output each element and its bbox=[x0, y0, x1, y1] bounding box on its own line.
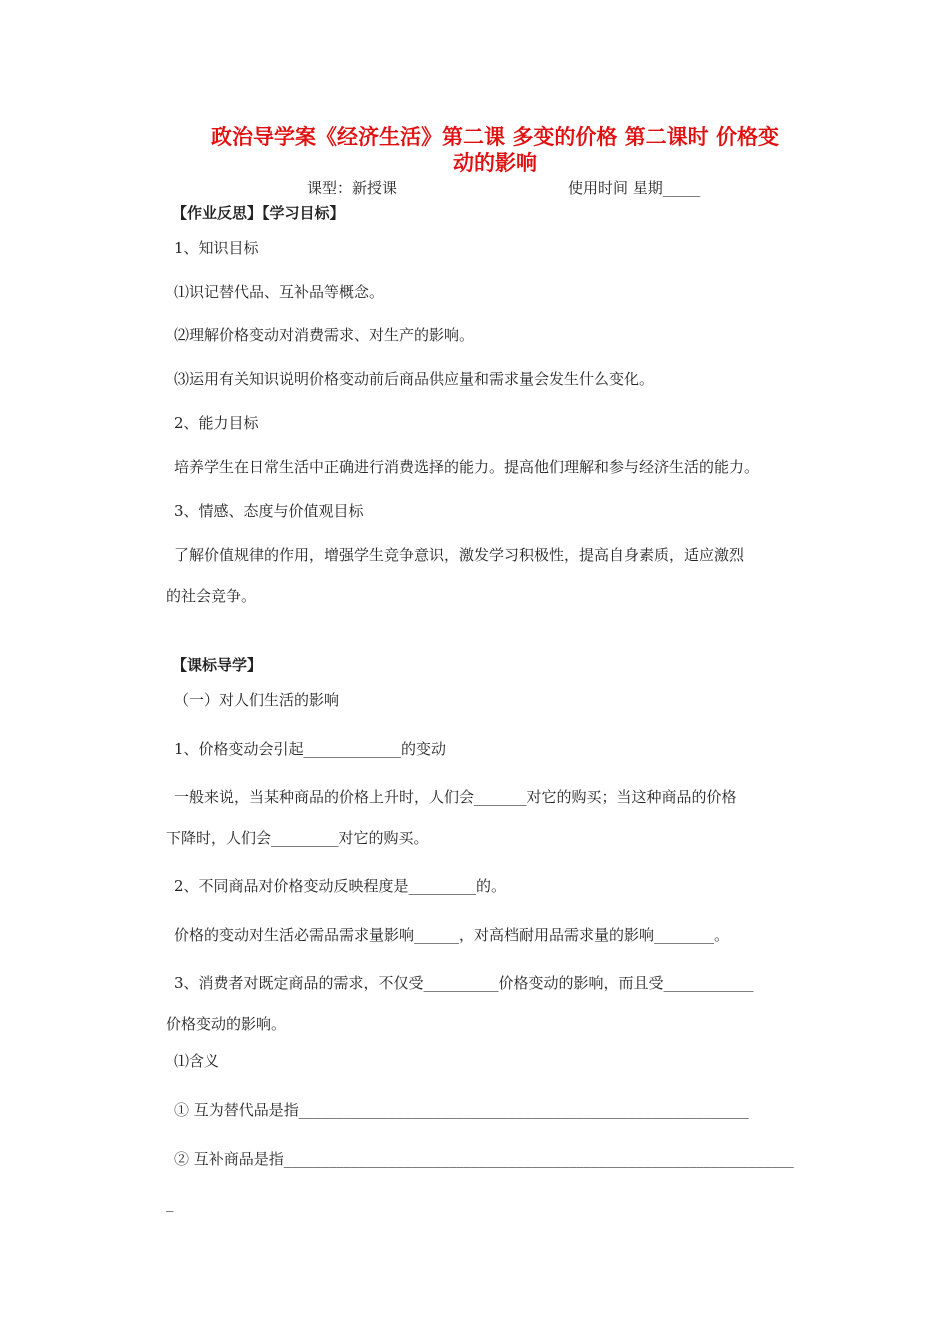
ability-goal-heading: 2、能力目标 bbox=[174, 414, 259, 432]
meaning-heading: ⑴含义 bbox=[174, 1052, 220, 1070]
question-2-detail: 价格的变动对生活必需品需求量影响______，对高档耐用品需求量的影响________。 bbox=[174, 926, 730, 944]
knowledge-goal-heading: 1、知识目标 bbox=[174, 239, 259, 257]
emotion-goal-heading: 3、情感、态度与价值观目标 bbox=[174, 502, 364, 520]
question-3-line-2: 价格变动的影响。 bbox=[166, 1015, 287, 1033]
question-2: 2、不同商品对价格变动反映程度是_________的。 bbox=[174, 877, 507, 895]
emotion-goal-text-1: 了解价值规律的作用，增强学生竞争意识，激发学习积极性，提高自身素质，适应激烈 bbox=[174, 546, 745, 564]
part1-title: （一）对人们生活的影响 bbox=[174, 691, 340, 709]
guide-heading: 【课标导学】 bbox=[172, 656, 263, 674]
knowledge-goal-item-2: ⑵理解价格变动对消费需求、对生产的影响。 bbox=[174, 326, 475, 344]
question-1: 1、价格变动会引起_____________的变动 bbox=[174, 740, 447, 758]
knowledge-goal-item-1: ⑴识记替代品、互补品等概念。 bbox=[174, 283, 385, 301]
trailing-underscore: _ bbox=[166, 1194, 174, 1212]
ability-goal-text: 培养学生在日常生活中正确进行消费选择的能力。提高他们理解和参与经济生活的能力。 bbox=[174, 458, 760, 476]
lesson-type: 课型：新授课 bbox=[307, 179, 398, 197]
reflection-goals-heading: 【作业反思】【学习目标】 bbox=[172, 204, 345, 222]
substitute-definition: ① 互为替代品是指____________________________________________________________ bbox=[174, 1101, 749, 1119]
question-3-line-1: 3、消费者对既定商品的需求，不仅受__________价格变动的影响，而且受____________ bbox=[174, 974, 754, 992]
question-1-detail-2: 下降时，人们会_________对它的购买。 bbox=[166, 829, 429, 847]
use-time: 使用时间 星期_____ bbox=[568, 179, 701, 197]
document-title-line2: 动的影响 bbox=[453, 150, 537, 175]
emotion-goal-text-2: 的社会竞争。 bbox=[166, 587, 257, 605]
complement-definition: ② 互补商品是指____________________________________________________________________ bbox=[174, 1150, 794, 1168]
question-1-detail-1: 一般来说，当某种商品的价格上升时，人们会_______对它的购买；当这种商品的价格 bbox=[174, 788, 737, 806]
knowledge-goal-item-3: ⑶运用有关知识说明价格变动前后商品供应量和需求量会发生什么变化。 bbox=[174, 370, 655, 388]
document-title-line1: 政治导学案《经济生活》第二课 多变的价格 第二课时 价格变 bbox=[211, 124, 779, 149]
